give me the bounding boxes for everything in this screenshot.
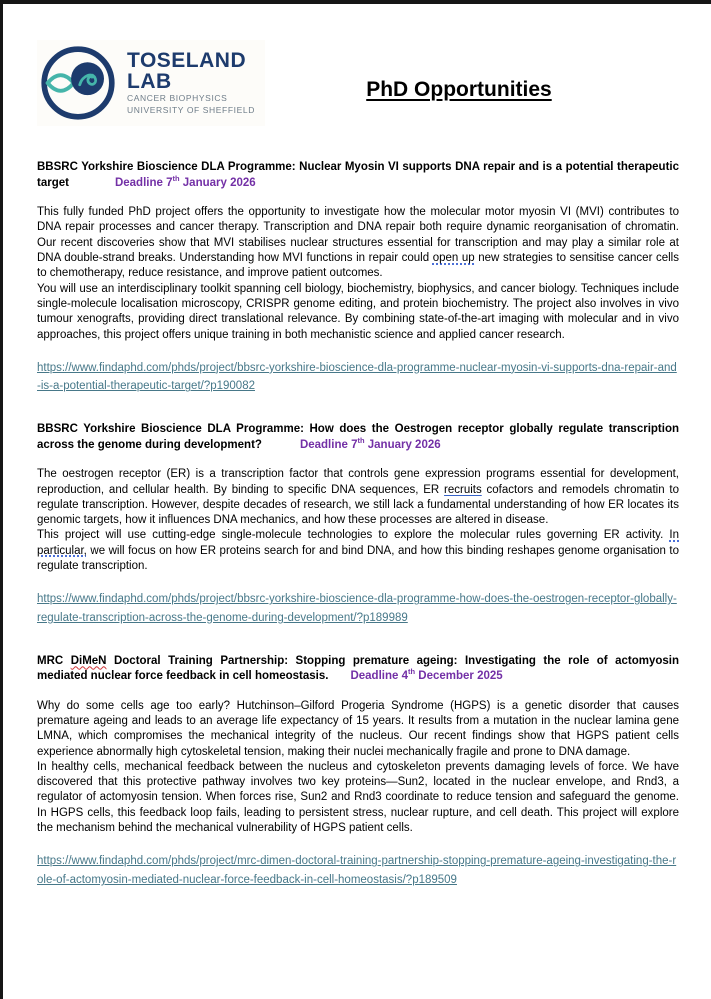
spellcheck-marked-text: In particular,	[37, 529, 679, 557]
tab-spacer	[262, 447, 300, 448]
listing-heading	[37, 422, 679, 453]
listing-heading	[37, 160, 679, 191]
paragraph: You will use an interdisciplinary toolkit spanning cell biology, biochemistry, biophysics, and cancer biology. Techniques include single-molecule localisation microscopy, CRISPR genome editing, and protein biochemistry. The project also involves in vivo tumour xenografts, providing direct translational relevance. By combining state-of-the-art imaging with molecular and in vivo approaches, this project offers unique training in both mechanistic science and applied cancer research.	[37, 282, 679, 341]
phd-listing-ageing	[37, 654, 679, 889]
logo-subtitle-1: CANCER BIOPHYSICS	[127, 93, 228, 103]
findaphd-link[interactable]: https://www.findaphd.com/phds/project/bbsrc-yorkshire-bioscience-dla-programme-nuclear-myosin-vi-supports-dna-repair-and-is-a-potential-therapeutic-target/?p190082	[37, 361, 677, 393]
listing-link-row	[37, 851, 679, 888]
title-wrap	[265, 78, 679, 102]
heading-text: Doctoral Training Partnership: Stopping premature ageing: Investigating the role of actomyosin mediated nuclear force feedback in cell homeostasis.	[37, 654, 679, 683]
paragraph: This fully funded PhD project offers the opportunity to investigate how the molecular motor myosin VI (MVI) contributes to DNA repair processes and cancer therapy. Transcription and DNA repair both require dynamic reorganisation of chromatin. Our recent discoveries show that MVI stabilises nuclear structures essential for transcription and may play a similar role at DNA double-strand breaks. Understanding how MVI functions in repair could open up new strategies to sensitise cancer cells to chemotherapy, reduce resistance, and improve patient outcomes.	[37, 206, 679, 280]
paragraph: The oestrogen receptor (ER) is a transcription factor that controls gene expression programs essential for development, reproduction, and cellular health. By binding to specific DNA sequences, ER recruits cofactors and remodels chromatin to regulate transcription. However, despite decades of research, we still lack a fundamental understanding of how ER locates its genomic targets, how it influences DNA mechanics, and how these processes are altered in disease.	[37, 468, 679, 527]
findaphd-link[interactable]: https://www.findaphd.com/phds/project/mrc-dimen-doctoral-training-partnership-stopping-premature-ageing-investigating-the-role-of-actomyosin-mediated-nuclear-force-feedback-in-cell-homeostasis/?p189509	[37, 855, 677, 886]
page-title: PhD Opportunities	[366, 78, 552, 101]
spellcheck-marked-text: open up	[432, 252, 475, 265]
paragraph: Why do some cells age too early? Hutchinson–Gilford Progeria Syndrome (HGPS) is a genetic disorder that causes premature ageing and leads to an average life expectancy of 15 years. It results from a mutation in the nuclear lamina gene LMNA, which compromises the mechanical integrity of the nucleus. Our recent findings show that HGPS patient cells experience abnormally high cytoskeletal tension, making their nuclei mechanically fragile and prone to DNA damage.	[37, 699, 679, 758]
toseland-lab-logo	[37, 40, 265, 126]
paragraph: In healthy cells, mechanical feedback between the nucleus and cytoskeleton prevents damaging levels of force. We have discovered that this protective pathway involves two key proteins—Sun2, located in the nuclear envelope, and Rnd3, a regulator of actomyosin tension. When forces rise, Sun2 and Rnd3 coordinate to reduce tension and safeguard the genome. In HGPS cells, this feedback loop fails, leading to persistent stress, nuclear rupture, and cell death. This project will explore the mechanism behind the mechanical vulnerability of HGPS patient cells.	[37, 760, 679, 835]
listing-link-row	[37, 589, 679, 626]
listings-content	[37, 160, 679, 889]
logo-name-line2: LAB	[127, 70, 172, 93]
heading-text: BBSRC Yorkshire Bioscience DLA Programme: How does the Oestrogen receptor globally regulate transcription across the genome during development?	[37, 423, 679, 451]
listing-body	[37, 205, 679, 343]
paragraph: This project will use cutting-edge single-molecule technologies to explore the molecular rules governing ER activity. In particular, we will focus on how ER proteins search for and bind DNA, and how this binding reshapes genome organisation to regulate transcription.	[37, 529, 679, 573]
listing-body	[37, 467, 679, 574]
heading-text: BBSRC Yorkshire Bioscience DLA Programme: Nuclear Myosin VI supports DNA repair and is a potential therapeutic target	[37, 161, 679, 189]
tab-spacer	[69, 185, 115, 186]
tab-spacer	[328, 678, 350, 679]
logo-name-line1: TOSELAND	[127, 49, 247, 72]
phd-listing-myosin	[37, 160, 679, 395]
deadline-text: Deadline 7th January 2026	[299, 435, 441, 451]
findaphd-link[interactable]: https://www.findaphd.com/phds/project/bbsrc-yorkshire-bioscience-dla-programme-how-does-the-oestrogen-receptor-globally-regulate-transcription-across-the-genome-during-development/?p189989	[37, 593, 677, 624]
document-header	[37, 40, 679, 126]
deadline-text: Deadline 7th January 2026	[114, 173, 256, 189]
logo-subtitle-2: UNIVERSITY OF SHEFFIELD	[127, 105, 255, 115]
phd-listing-oestrogen	[37, 422, 679, 626]
dna-emblem-icon	[39, 44, 117, 122]
grammar-marked-text: recruits	[444, 483, 482, 496]
listing-link-row	[37, 358, 679, 395]
listing-body	[37, 699, 679, 837]
logo-text	[127, 50, 255, 116]
spellcheck-red-marked-text: DiMeN	[70, 654, 107, 667]
deadline-text: Deadline 4th December 2025	[350, 667, 503, 683]
listing-heading	[37, 654, 679, 685]
heading-text: MRC	[37, 654, 71, 667]
